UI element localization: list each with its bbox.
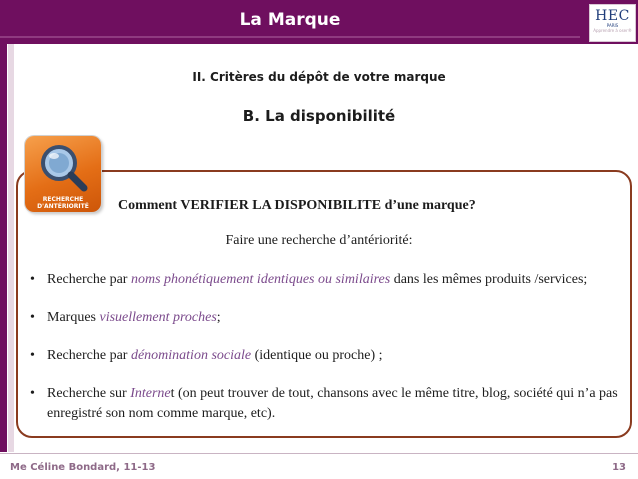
bullet-dot-icon: • — [30, 272, 35, 287]
title-bar-rule — [0, 36, 580, 38]
list-item-text: Recherche par — [47, 348, 131, 363]
logo-tagline: Apprendre à oser® — [593, 28, 632, 33]
magnifier-glass-icon — [37, 141, 89, 193]
bullet-dot-icon: • — [30, 386, 35, 401]
slide-title: La Marque — [239, 10, 341, 30]
logo-sub-text: PARIS — [606, 23, 619, 28]
list-item-text: Recherche par — [47, 272, 131, 287]
footer-rule — [0, 453, 638, 454]
list-item — [30, 346, 634, 366]
logo-main-text: HEC — [595, 8, 630, 24]
list-item — [30, 308, 634, 328]
bullet-dot-icon: • — [30, 348, 35, 363]
hec-logo — [589, 4, 636, 42]
list-item-text: Recherche sur — [47, 386, 131, 401]
footer-author: Me Céline Bondard, 11-13 — [10, 462, 156, 473]
list-item — [30, 384, 634, 424]
intro-text: Faire une recherche d’antériorité: — [225, 233, 413, 248]
list-item-emphasis: Interne — [130, 386, 171, 401]
page-number: 13 — [612, 462, 626, 473]
icon-caption-line2: D'ANTÉRIORITÉ — [37, 203, 89, 210]
icon-caption-line1: RECHERCHE — [42, 196, 84, 203]
bullet-dot-icon: • — [30, 310, 35, 325]
list-item-text: ; — [216, 310, 221, 325]
list-item-emphasis: dénomination sociale — [130, 348, 252, 363]
section-heading: II. Critères du dépôt de votre marque — [192, 70, 446, 84]
list-item-text: dans les mêmes produits /services; — [390, 272, 588, 287]
list-item-text: Marques — [47, 310, 100, 325]
list-item-text: (identique ou proche) ; — [251, 348, 383, 363]
icon-caption — [25, 196, 101, 210]
search-magnifier-icon — [25, 136, 101, 212]
criteria-list — [30, 270, 634, 424]
list-item-text: t (on peut trouver de tout, chansons avec le même titre, blog, société qui n’a pas enregistré son nom comme marque, etc). — [47, 386, 618, 421]
question-heading: Comment VERIFIER LA DISPONIBILITE d’une marque? — [118, 198, 476, 213]
subsection-heading: B. La disponibilité — [242, 107, 396, 125]
list-item — [30, 270, 634, 290]
list-item-emphasis: visuellement proches — [99, 310, 217, 325]
list-item-emphasis: noms phonétiquement identiques ou similaires — [130, 272, 391, 287]
